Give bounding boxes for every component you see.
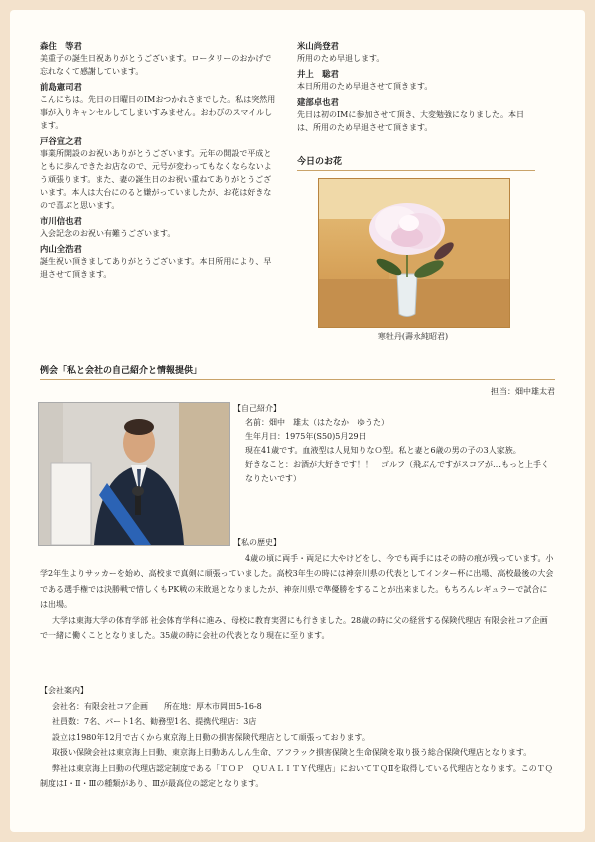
member-name: 戸谷宣之君 — [40, 136, 82, 146]
message-entry — [297, 68, 535, 93]
member-name: 建部卓也君 — [297, 97, 339, 107]
flower-photo — [318, 178, 510, 328]
speaker-illustration — [39, 403, 229, 545]
intro-age: 現在41歳です。血液型は人見知りなＯ型。私と妻と6歳の男の子の3人家族。 — [245, 446, 521, 455]
member-name: 井上 聡君 — [297, 69, 339, 79]
message-entry — [297, 40, 535, 65]
member-message: 入会記念のお祝い有難うございます。 — [40, 229, 176, 238]
member-message: こんにちは。先日の日曜日のIMおつかれさまでした。私は突然用事が入りキャンセルしてしまいすみません。おわびのスマイルします。 — [40, 95, 276, 130]
member-name: 米山尚登君 — [297, 41, 339, 51]
messages-right-column — [297, 40, 535, 137]
company-line-2: 社員数：7名、パート1名、勧務型1名、提携代理店：3店 — [52, 717, 257, 726]
flower-heading: 今日のお花 — [297, 156, 535, 171]
messages-left-column — [40, 40, 278, 284]
history-paragraph-1: 4歳の頃に両手・両足に大やけどをし、今でも両手にはその時の痕が残っています。小学2年生よりサッカーを始め、高校まで真剣に頑張っていました。高校3年生の時には神奈川県の代表としてインター杯に出場、高校最後の大会である選手権では決勝戦で惜しくもPK戦の末敗退となりましたが、神奈川県で準優勝をすることが出来ました。もちろんレギュラーで試合には出場。 — [40, 553, 554, 609]
message-entry — [40, 81, 278, 132]
intro-heading: 【自己紹介】 — [233, 404, 281, 413]
message-entry — [40, 135, 278, 212]
company-line-4: 取扱い保険会社は東京海上日動、東京海上日動あんしん生命、アフラック損害保険と生命保険を取り扱う総合保険代理店となります。 — [52, 748, 532, 757]
member-name: 前島憲司君 — [40, 82, 82, 92]
flower-caption: 寒牡丹(壽永純昭君) — [377, 332, 449, 341]
member-message: 所用のため早退します。 — [297, 54, 385, 63]
member-message: 本日所用のため早退させて頂きます。 — [297, 82, 433, 91]
message-entry — [40, 243, 278, 281]
member-message: 先日は初のIMに参加させて頂き、大変勉強になりました。本日は、所用のため早退させて頂きます。 — [297, 110, 525, 132]
member-message: 誕生祝い頂きましてありがとうございます。本日所用により、早退させて頂きます。 — [40, 257, 272, 279]
company-line-3: 設立は1980年12月で古くから東京海上日動の損害保険代理店として頑張っております。 — [52, 732, 370, 742]
member-name: 森住 等君 — [40, 41, 82, 51]
member-name: 市川信也君 — [40, 216, 82, 226]
company-info — [40, 683, 555, 792]
speaker-photo — [38, 402, 230, 546]
self-introduction — [233, 402, 555, 486]
member-message: 事業所開設のお祝いありがとうございます。元年の開設で平成とともに歩んできたお店なので、元号が変わってもなくならないよう頑張ります。また、妻の誕生日のお祝い重ねてありがとうございます。本人は大台にのると嫌がっていましたが、お花は好きなので喜ぶと思います。 — [40, 149, 272, 210]
personal-history — [40, 535, 555, 644]
member-name: 内山全浩君 — [40, 244, 82, 254]
intro-name: 名前：畑中 雄太（はたなか ゆうた） — [245, 418, 389, 427]
history-heading: 【私の歴史】 — [233, 538, 281, 547]
section-title: 例会「私と会社の自己紹介と情報提供」 — [40, 365, 555, 380]
message-entry — [40, 40, 278, 78]
message-entry — [297, 96, 535, 134]
company-heading: 【会社案内】 — [40, 686, 88, 695]
company-line-5: 弊社は東京海上日動の代理店認定制度である「ＴＯＰ ＱＵＡＬＩＴＹ代理店」においてＴＱⅡを取得している代理店となります。このＴＱ制度はⅠ・Ⅱ・Ⅲの種類があり、Ⅲが最高位の認定となります。 — [40, 763, 553, 788]
peony-illustration — [319, 179, 509, 327]
message-entry — [40, 215, 278, 240]
intro-birth: 生年月日：1975年(S50)5月29日 — [245, 432, 367, 441]
intro-hobby: 好きなこと：お酒が大好きです！！ ゴルフ（飛ぶんですがスコアが…もっと上手くなりたいです） — [245, 460, 549, 483]
history-paragraph-2: 大学は東海大学の体育学部 社会体育学科に進み、母校に教育実習にも行きました。28歳の時に父の経営する保険代理店 有限会社コア企画で一緒に働くこととなりました。35歳の時に会社の代表となり現在に至ります。 — [40, 615, 548, 640]
member-message: 美重子の誕生日祝ありがとうございます。ロータリーのおかげで忘れなくて感謝しています。 — [40, 54, 272, 76]
company-line-1: 会社名：有限会社コア企画 所在地：厚木市岡田5-16-8 — [52, 701, 262, 711]
presenter-credit: 担当：畑中雄太君 — [491, 387, 555, 396]
